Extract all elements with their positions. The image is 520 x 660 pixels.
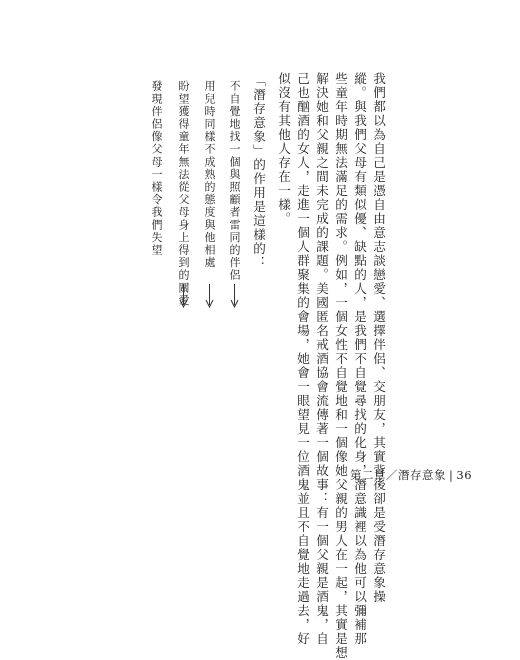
bullet-item-1: 不自覺地找一個與照顧者雷同的伴侶: [228, 80, 241, 282]
body-line-4: 解決她和父親之間未完成的課題。美國匿名戒酒協會流傳著一個故事：有一個父親是酒鬼，自: [314, 72, 329, 646]
page-number: 36: [456, 468, 473, 482]
bullet-item-3: 盼望獲得童年無法從父母身上得到的關愛: [177, 80, 190, 307]
body-line-5: 己也酗酒的女人，走進一個人群聚集的會場，她會一眼望見一位酒鬼並且不自覺地走過去，好: [295, 72, 310, 646]
body-line-1: 我們都以為自己是憑自由意志談戀愛、選擇伴侶、交朋友，其實背後卻是受潛存意象操: [371, 72, 386, 604]
body-line-2: 縱。與我們父母有類似優、缺點的人，是我們不自覺尋找的化身，潛意識裡以為他可以彌補那: [352, 72, 367, 646]
down-arrow-icon: [177, 283, 190, 309]
chapter-title: 第二章／潛存意象: [350, 468, 446, 482]
body-line-6: 似沒有其他人存在一樣。: [276, 72, 291, 226]
down-arrow-icon: [203, 283, 216, 309]
bullet-item-2: 用兒時同樣不成熟的態度與他相處: [203, 80, 216, 269]
bullet-item-4: 發現伴侶像父母一樣令我們失望: [150, 80, 163, 257]
down-arrow-icon: [228, 283, 241, 309]
body-line-3: 些童年時期無法滿足的需求。例如，一個女性不自覺地和一個像她父親的男人在一起，其實是想: [333, 72, 348, 660]
intro-line: 「潛存意象」的作用是這樣的：: [251, 74, 266, 270]
page-footer: [350, 467, 472, 483]
footer-separator: |: [449, 468, 454, 482]
